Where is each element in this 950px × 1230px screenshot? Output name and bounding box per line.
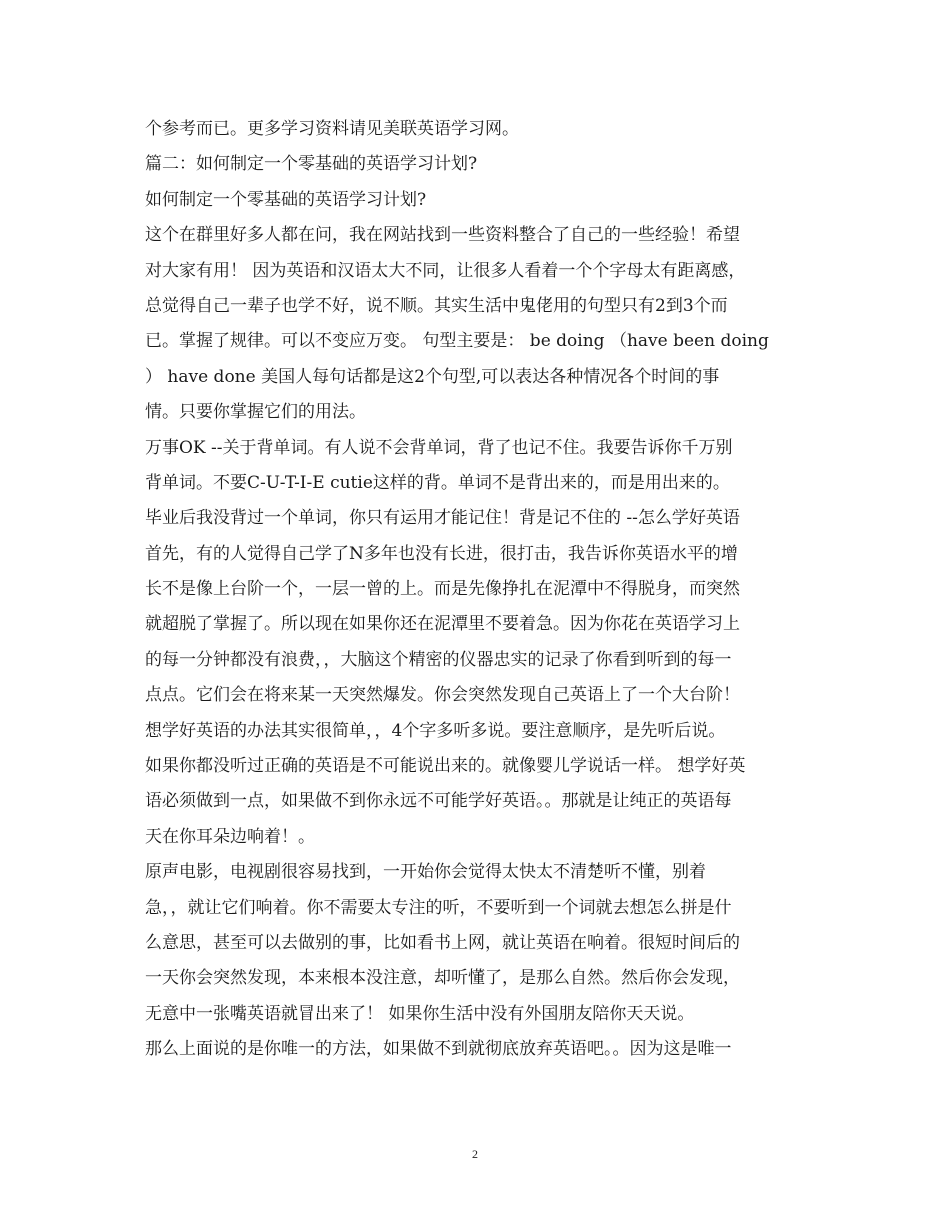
text-line: 对大家有用！ 因为英语和汉语太大不同，让很多人看着一个个字母太有距离感，: [145, 260, 746, 281]
text-line: 就超脱了掌握了。所以现在如果你还在泥潭里不要着急。因为你花在英语学习上: [145, 614, 740, 635]
text-line: 么意思，甚至可以去做别的事，比如看书上网，就让英语在响着。很短时间后的: [145, 932, 740, 953]
text-line: 的每一分钟都没有浪费，，大脑这个精密的仪器忠实的记录了你看到听到的每一: [145, 649, 732, 670]
text-line: 语必须做到一点，如果做不到你永远不可能学好英语。。那就是让纯正的英语每: [145, 791, 732, 812]
text-line: 一天你会突然发现，本来根本没注意，却听懂了，是那么自然。然后你会发现，: [145, 968, 740, 989]
body-text: [145, 112, 810, 1068]
text-line: 总觉得自己一辈子也学不好，说不顺。其实生活中鬼佬用的句型只有2到3个而: [145, 295, 728, 316]
page-number: 2: [472, 1147, 478, 1161]
section-heading: 篇二：如何制定一个零基础的英语学习计划?: [145, 154, 478, 175]
text-line: 如果你都没听过正确的英语是不可能说出来的。就像婴儿学说话一样。 想学好英: [145, 756, 746, 777]
text-line: 毕业后我没背过一个单词，你只有运用才能记住！背是记不住的 --怎么学好英语: [145, 508, 740, 529]
text-line: ） have done 美国人每句话都是这2个句型,可以表达各种情况各个时间的事: [145, 366, 720, 387]
text-line: 背单词。不要C-U-T-I-E cutie这样的背。单词不是背出来的，而是用出来的。: [145, 472, 730, 493]
text-line: 万事OK --关于背单词。有人说不会背单词，背了也记不住。我要告诉你千万别: [145, 437, 733, 458]
text-line: 情。只要你掌握它们的用法。: [145, 402, 366, 423]
text-line: 那么上面说的是你唯一的方法，如果做不到就彻底放弃英语吧。。因为这是唯一: [145, 1039, 732, 1060]
text-line: 首先，有的人觉得自己学了N多年也没有长进，很打击，我告诉你英语水平的增: [145, 543, 738, 564]
text-line: 个参考而已。更多学习资料请见美联英语学习网。: [145, 119, 519, 139]
text-line: 天在你耳朵边响着！。: [145, 826, 315, 847]
text-line: 原声电影，电视剧很容易找到，一开始你会觉得太快太不清楚听不懂，别着: [145, 862, 706, 883]
text-line: 急，，就让它们响着。你不需要太专注的听，不要听到一个词就去想怎么拼是什: [145, 897, 732, 918]
article-title: 如何制定一个零基础的英语学习计划?: [145, 189, 427, 210]
text-line: 长不是像上台阶一个，一层一曾的上。而是先像挣扎在泥潭中不得脱身，而突然: [145, 579, 740, 600]
text-line: 点点。它们会在将来某一天突然爆发。你会突然发现自己英语上了一个大台阶！: [145, 685, 740, 706]
text-line: 这个在群里好多人都在问，我在网站找到一些资料整合了自己的一些经验！希望: [145, 225, 740, 246]
text-line: 想学好英语的办法其实很简单，，4个字多听多说。要注意顺序，是先听后说。: [145, 720, 726, 741]
text-line: 已。掌握了规律。可以不变应万变。 句型主要是： be doing （have been doing: [145, 331, 769, 352]
text-line: 无意中一张嘴英语就冒出来了！ 如果你生活中没有外国朋友陪你天天说。: [145, 1003, 695, 1024]
